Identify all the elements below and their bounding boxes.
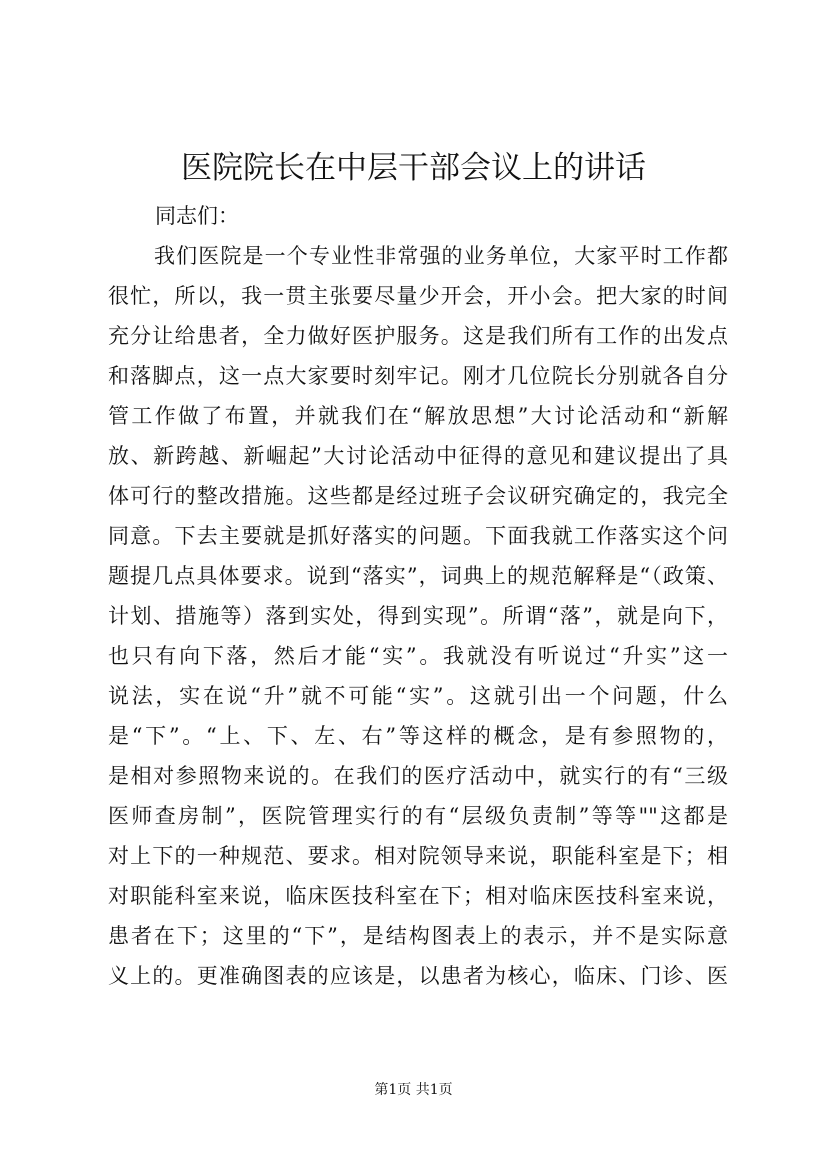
paragraph-line: 是相对参照物来说的。在我们的医疗活动中，就实行的有“三级: [108, 764, 728, 788]
paragraph-line: 义上的。更准确图表的应该是，以患者为核心，临床、门诊、医: [108, 964, 728, 988]
paragraph-line: 说法，实在说“升”就不可能“实”。这就引出一个问题，什么: [108, 684, 728, 708]
paragraph-line: 题提几点具体要求。说到“落实”，词典上的规范解释是“（政策、: [108, 564, 728, 588]
paragraph-line: 也只有向下落，然后才能“实”。我就没有听说过“升实”这一: [108, 644, 728, 668]
paragraph-line: 是“下”。“上、下、左、右”等这样的概念，是有参照物的，: [108, 724, 728, 748]
paragraph-line: 同意。下去主要就是抓好落实的问题。下面我就工作落实这个问: [108, 524, 728, 548]
paragraph-line: 患者在下；这里的“下”，是结构图表上的表示，并不是实际意: [108, 924, 728, 948]
paragraph-line: 我们医院是一个专业性非常强的业务单位，大家平时工作都: [154, 244, 728, 268]
speech-body: [108, 236, 728, 996]
paragraph-line: 放、新跨越、新崛起”大讨论活动中征得的意见和建议提出了具: [108, 444, 728, 468]
paragraph-line: 医师查房制”，医院管理实行的有“层级负责制”等等""这都是: [108, 804, 728, 828]
salutation: 同志们：: [155, 204, 239, 228]
paragraph-line: 管工作做了布置，并就我们在“解放思想”大讨论活动和“新解: [108, 404, 728, 428]
paragraph-line: 计划、措施等）落到实处，得到实现”。所谓“落”，就是向下，: [108, 604, 728, 628]
paragraph-line: 对上下的一种规范、要求。相对院领导来说，职能科室是下；相: [108, 844, 728, 868]
paragraph-line: 和落脚点，这一点大家要时刻牢记。刚才几位院长分别就各自分: [108, 364, 728, 388]
page-footer: 第1页 共1页: [374, 1082, 453, 1098]
paragraph-line: 体可行的整改措施。这些都是经过班子会议研究确定的，我完全: [108, 484, 728, 508]
paragraph-line: 很忙，所以，我一贯主张要尽量少开会，开小会。把大家的时间: [108, 284, 728, 308]
paragraph-line: 充分让给患者，全力做好医护服务。这是我们所有工作的出发点: [108, 324, 728, 348]
document-title: 医院院长在中层干部会议上的讲话: [181, 150, 646, 186]
paragraph-line: 对职能科室来说，临床医技科室在下；相对临床医技科室来说，: [108, 884, 728, 908]
